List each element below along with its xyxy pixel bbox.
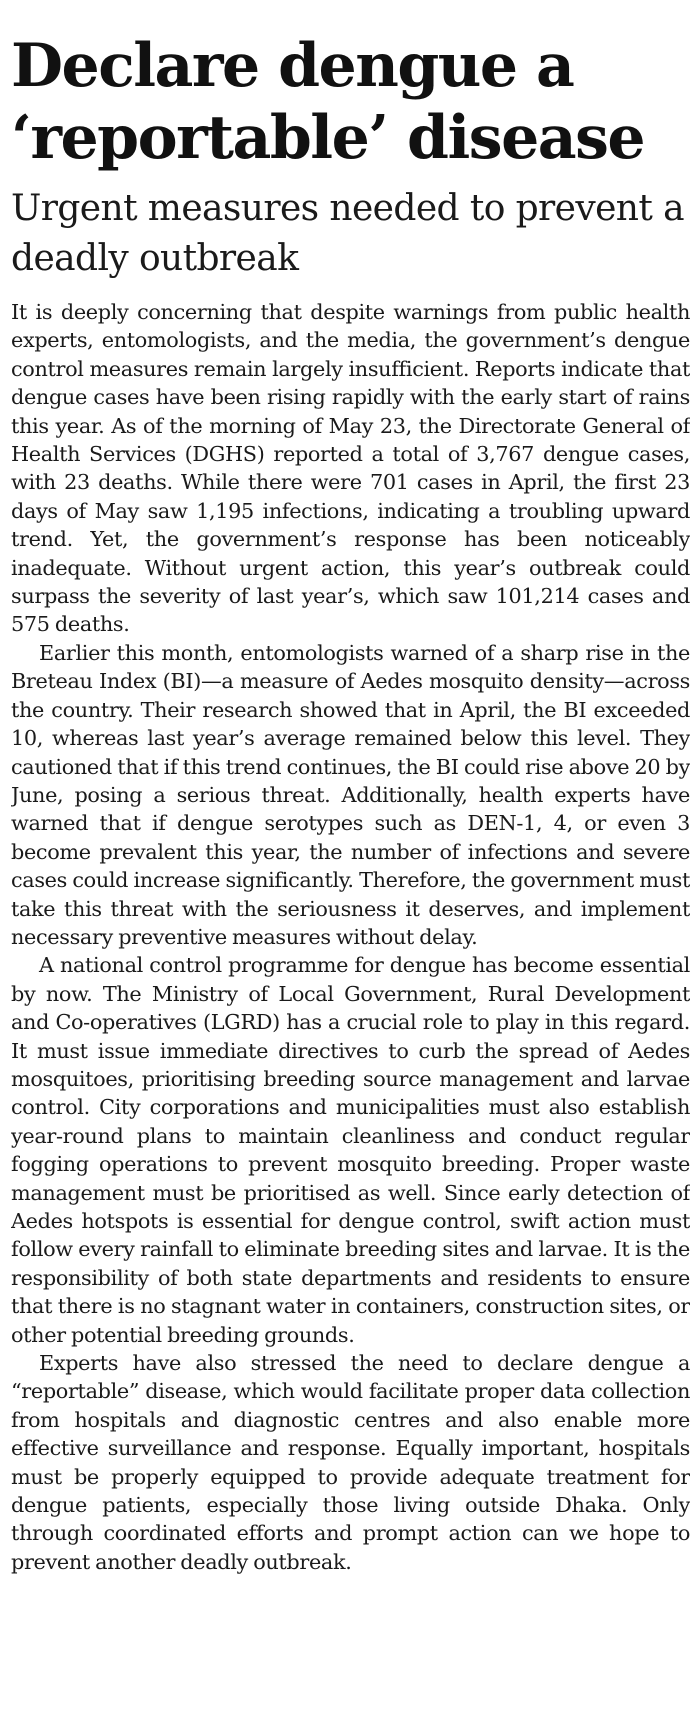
headline: Declare dengue a ‘reportable’ disease [11, 31, 645, 173]
subheadline: Urgent measures needed to prevent a deadly outbreak [11, 188, 684, 279]
body-paragraph-3: A national control programme for dengue has become essential by now. The Ministry of Local Government, Rural Development and Co-operatives (LGRD) has a crucial role to play in this regard. It must issue immediate directives to curb the spread of Aedes mosquitoes, prioritising breeding source management and larvae control. City corporations and municipalities must also establish year-round plans to maintain cleanliness and conduct regular fogging operations to prevent mosquito breeding. Proper waste management must be prioritised as well. Since early detection of Aedes hotspots is essential for dengue control, swift action must follow every rainfall to eliminate breeding sites and larvae. It is the responsibility of both state departments and residents to ensure that there is no stagnant water in containers, construction sites, or other potential breeding grounds. [11, 953, 690, 1347]
body-paragraph-4: Experts have also stressed the need to declare dengue a “reportable” disease, which would facilitate proper data collection from hospitals and diagnostic centres and also enable more effective surveillance and response. Equally important, hospitals must be properly equipped to provide adequate treatment for dengue patients, especially those living outside Dhaka. Only through coordinated efforts and prompt action can we hope to prevent another deadly outbreak. [11, 1351, 690, 1574]
article-body [11, 298, 690, 1576]
body-paragraph-2: Earlier this month, entomologists warned of a sharp rise in the Breteau Index (BI)—a measure of Aedes mosquito density—across the country. Their research showed that in April, the BI exceeded 10, whereas last year’s average remained below this level. They cautioned that if this trend continues, the BI could rise above 20 by June, posing a serious threat. Additionally, health experts have warned that if dengue serotypes such as DEN-1, 4, or even 3 become prevalent this year, the number of infections and severe cases could increase significantly. Therefore, the government must take this threat with the seriousness it deserves, and implement necessary preventive measures without delay. [11, 640, 690, 949]
editorial-article [11, 0, 690, 1717]
body-paragraph-1: It is deeply concerning that despite warnings from public health experts, entomologists, and the media, the government’s dengue control measures remain largely insufficient. Reports indicate that dengue cases have been rising rapidly with the early start of rains this year. As of the morning of May 23, the Directorate General of Health Services (DGHS) reported a total of 3,767 dengue cases, with 23 deaths. While there were 701 cases in April, the first 23 days of May saw 1,195 infections, indicating a troubling upward trend. Yet, the government’s response has been noticeably inadequate. Without urgent action, this year’s outbreak could surpass the severity of last year’s, which saw 101,214 cases and 575 deaths. [11, 300, 690, 637]
